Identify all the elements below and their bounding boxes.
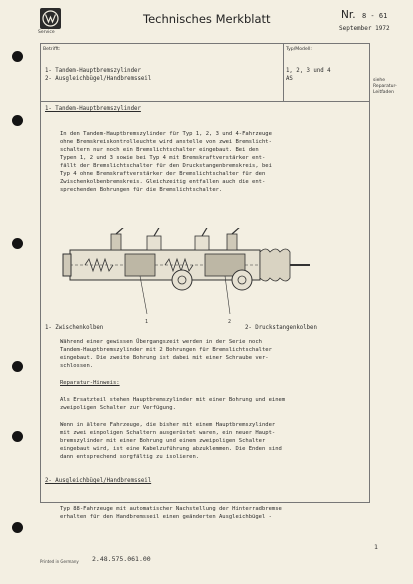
punch-hole (12, 431, 23, 442)
paragraph-line: zweipoligen Schalter zur Verfügung. (60, 405, 176, 411)
paragraph-line: Während einer gewissen Übergangszeit werden in der Serie noch (60, 339, 262, 345)
footer-printed: Printed in Germany (40, 559, 79, 564)
number-label: Nr. (341, 9, 356, 21)
figure-caption: 2- Druckstangenkolben (245, 325, 317, 331)
punch-hole (12, 238, 23, 249)
repair-heading: Reparatur-Hinweis: (60, 380, 120, 386)
paragraph-line: eingebaut. Die zweite Bohrung ist dabei mit einer Schraube ver- (60, 355, 269, 361)
paragraph-line: eingebaut wird, ist eine Kabelzuführung abzuklemmen. Die Enden sind (60, 446, 282, 452)
divider (40, 101, 370, 102)
paragraph-line: Tandem-Hauptbremszylinder mit 2 Bohrungen für Bremslichtschalter (60, 347, 272, 353)
document-number: 8 - 61 (362, 12, 388, 20)
vw-logo (40, 8, 61, 29)
paragraph-line: Typ 88-Fahrzeuge mit automatischer Nachstellung der Hinterradbremse (60, 506, 282, 512)
paragraph-line: sprechenden Bohrungen für die Bremslichtschalter. (60, 187, 223, 193)
paragraph-line: dann entsprechend sorgfältig zu isolieren. (60, 454, 200, 460)
paragraph-line: Wenn in ältere Fahrzeuge, die bisher mit einem Hauptbremszylinder (60, 422, 276, 428)
punch-hole (12, 51, 23, 62)
figure-caption: 1- Zwischenkolben (45, 325, 104, 331)
paragraph-line: Zwischenkolbenbremskreis. Gleichzeitig entfallen auch die ent- (60, 179, 266, 185)
paragraph-line: fällt der Bremslichtschalter für den Druckstangenbremskreis, bei (60, 163, 272, 169)
paragraph-line: Typen 1, 2 und 3 sowie bei Typ 4 mit Bremskraftverstärker ent- (60, 155, 266, 161)
document-date: September 1972 (339, 25, 390, 32)
subject-item: 1- Tandem-Hauptbremszylinder (45, 68, 141, 74)
paragraph-line: ohne Bremskreiskontrolleuchte wird anstelle von zwei Bremslicht- (60, 139, 272, 145)
side-note (373, 78, 397, 96)
diagram-label-1: 1 (145, 319, 149, 325)
master-cylinder-diagram (55, 228, 315, 328)
subject-item: 2- Ausgleichbügel/Handbremsseil (45, 76, 152, 82)
section-heading: 2- Ausgleichbügel/Handbremsseil (45, 478, 152, 484)
side-note-line: siehe (373, 78, 385, 83)
divider (283, 43, 284, 102)
brand-subtitle: Service (38, 30, 55, 35)
punch-hole (12, 361, 23, 372)
paragraph-line: bremszylinder mit einer Bohrung und einem zweipoligen Schalter (60, 438, 266, 444)
footer-number: 2.48.575.061.00 (92, 555, 151, 563)
punch-hole (12, 522, 23, 533)
type-value: 1, 2, 3 und 4 (286, 68, 331, 74)
diagram-label-2: 2 (228, 319, 232, 325)
paragraph-line: In den Tandem-Hauptbremszylinder für Typ 1, 2, 3 und 4-Fahrzeuge (60, 131, 272, 137)
paragraph-line: mit zwei einpoligen Schaltern ausgerüstet waren, ein neuer Haupt- (60, 430, 276, 436)
paragraph-line: Typ 4 ohne Bremskraftverstärker der Bremslichtschalter für den (60, 171, 266, 177)
side-note-line: Leitfaden (373, 90, 395, 95)
page-number: 1 (374, 543, 378, 551)
type-label: Typ/Modell: (286, 47, 312, 52)
type-value: AS (286, 76, 293, 82)
paragraph-line: erhalten für den Handbremsseil einen geänderten Ausgleichbügel - (60, 514, 272, 520)
side-note-line: Reparatur- (373, 84, 397, 89)
subject-label: Betrifft: (43, 47, 61, 52)
punch-hole (12, 115, 23, 126)
paragraph-line: Als Ersatzteil stehen Hauptbremszylinder mit einer Bohrung und einem (60, 397, 286, 403)
paragraph-line: schlossen. (60, 363, 94, 369)
document-title: Technisches Merkblatt (143, 12, 271, 26)
paragraph-line: schaltern nur noch ein Bremslichtschalter eingebaut. Bei den (60, 147, 259, 153)
section-heading: 1- Tandem-Hauptbremszylinder (45, 106, 141, 112)
